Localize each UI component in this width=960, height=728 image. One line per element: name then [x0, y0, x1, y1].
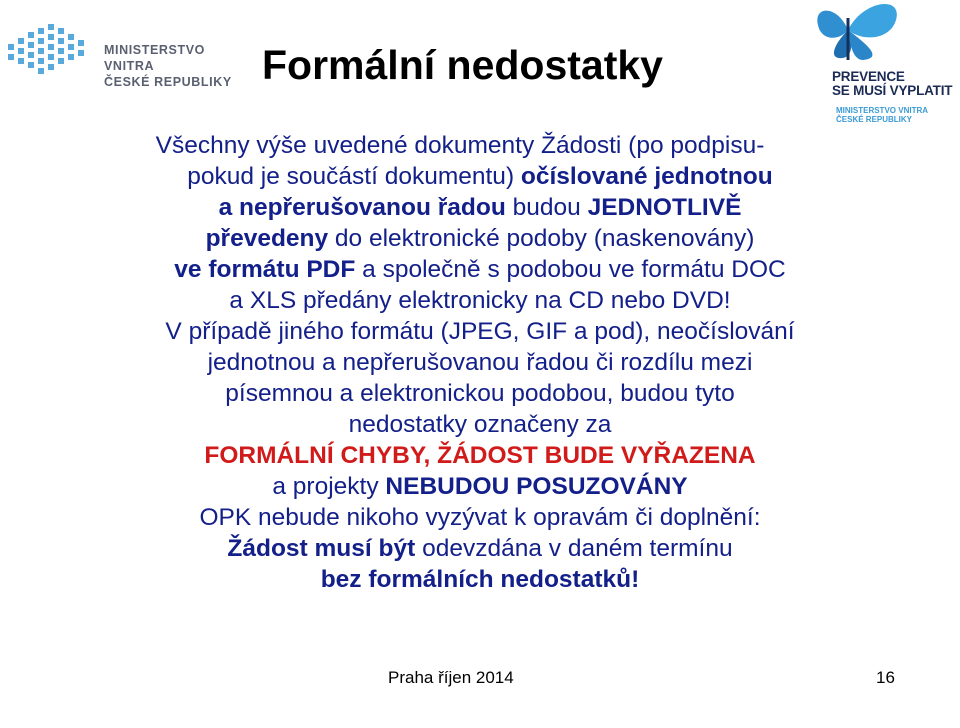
p1-l4-bold: převedeny	[205, 225, 329, 252]
p2-l6-bold: NEBUDOU POSUZOVÁNY	[385, 473, 688, 500]
paragraph-1-line-3	[0, 192, 960, 223]
paragraph-1-line-6: a XLS předány elektronicky na CD nebo DVD!	[229, 287, 731, 314]
p1-l2-text: pokud je součástí dokumentu)	[187, 163, 521, 190]
p1-l3-bold-a: a nepřerušovanou řadou	[218, 194, 506, 221]
p1-l5-bold: ve formátu PDF	[174, 256, 356, 283]
prevence-sub-line-2: ČESKÉ REPUBLIKY	[836, 115, 913, 124]
prevence-sub-text	[836, 106, 928, 124]
ministry-name	[104, 42, 236, 90]
p1-l5-text: a společně s podobou ve formátu DOC	[355, 256, 786, 283]
paragraph-2-line-4: nedostatky označeny za	[348, 411, 612, 438]
p3-l2-text: odevzdána v daném termínu	[415, 535, 733, 562]
paragraph-2-line-2: jednotnou a nepřerušovanou řadou či rozdílu mezi	[207, 349, 753, 376]
prevence-line-1: PREVENCE	[832, 69, 905, 84]
prevence-logo-text	[832, 70, 952, 98]
paragraph-2-line-1: V případě jiného formátu (JPEG, GIF a pod), neočíslování	[165, 318, 795, 345]
ministry-line-1: MINISTERSTVO VNITRA	[104, 43, 205, 73]
ministry-logo	[6, 14, 236, 94]
paragraph-2-line-6	[0, 471, 960, 502]
ministry-line-2: ČESKÉ REPUBLIKY	[104, 75, 232, 89]
slide-title: Formální nedostatky	[262, 42, 663, 88]
p1-l3-text: budou	[505, 194, 588, 221]
p3-l2-bold: Žádost musí být	[227, 535, 416, 562]
prevence-sub-line-1: MINISTERSTVO VNITRA	[836, 106, 929, 115]
paragraph-1-line-5	[0, 254, 960, 285]
paragraph-3-line-2	[0, 533, 960, 564]
paragraph-2-line-3: písemnou a elektronickou podobou, budou tyto	[225, 380, 735, 407]
prevence-line-2: SE MUSÍ VYPLATIT	[832, 83, 953, 98]
page-number: 16	[876, 668, 895, 687]
footer-date: Praha říjen 2014	[388, 668, 514, 687]
paragraph-1-line-2	[0, 161, 960, 192]
paragraph-1-line-4	[0, 223, 960, 254]
paragraph-2-line-5-alert: FORMÁLNÍ CHYBY, ŽÁDOST BUDE VYŘAZENA	[204, 442, 756, 469]
paragraph-3-line-1: OPK nebude nikoho vyzývat k opravám či doplnění:	[199, 504, 761, 531]
p1-l3-bold-b: JEDNOTLIVĚ	[587, 194, 742, 221]
p1-l4-text: do elektronické podoby (naskenovány)	[328, 225, 755, 252]
slide-body	[0, 130, 960, 595]
p2-l6-text: a projekty	[272, 473, 386, 500]
ministry-dots-logo-icon	[6, 14, 92, 86]
paragraph-1-line-1: Všechny výše uvedené dokumenty Žádosti (po podpisu-	[155, 132, 765, 159]
p1-l2-bold: očíslované jednotnou	[520, 163, 773, 190]
paragraph-3-line-3: bez formálních nedostatků!	[320, 566, 640, 593]
